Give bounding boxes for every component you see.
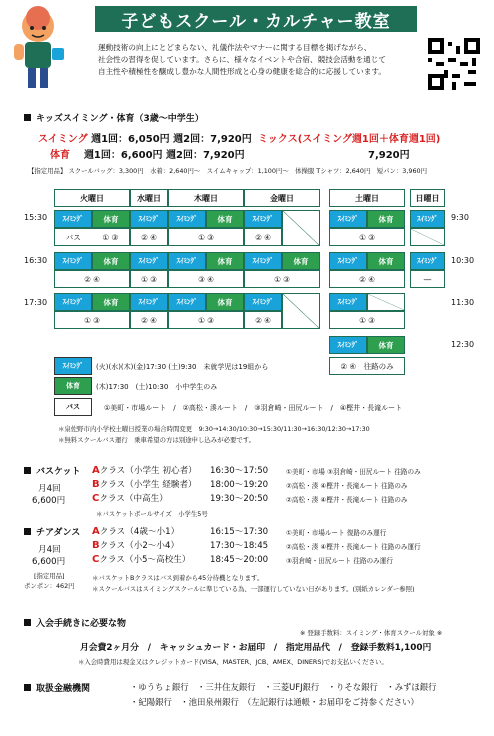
swim-slot[interactable]: ｽｲﾐﾝｸﾞ — [244, 252, 282, 270]
basket-route: ①美町・市場 ③羽倉崎・田尻ルート 往路のみ — [286, 468, 421, 476]
time-label: 11:30 — [451, 298, 475, 307]
cheer-time: 18:45～20:00 — [210, 555, 269, 565]
time-label: 16:30 — [24, 256, 48, 265]
banks-line2: ・紀陽銀行 ・池田泉州銀行 （左記銀行は通帳・お届印をご持参ください） — [130, 697, 419, 707]
schedule-grid — [54, 189, 445, 335]
bus-route-cell: ② ④ 往路のみ — [329, 357, 405, 375]
bus-route-cell: ① ③ — [130, 270, 168, 288]
basket-price: 6,600円 — [32, 496, 66, 506]
swim-slot[interactable]: ｽｲﾐﾝｸﾞ — [329, 336, 367, 354]
no-class-slot — [410, 228, 445, 246]
basket-time: 18:00～19:20 — [210, 480, 269, 490]
bus-route-cell: バス ① ③ — [54, 228, 130, 246]
basket-class-b: Bクラス（小学生 経験者） — [92, 479, 197, 490]
bus-route-cell: ① ③ — [168, 228, 244, 246]
cheer-time: 17:30～18:45 — [210, 541, 269, 551]
time-label: 15:30 — [24, 213, 48, 222]
bus-route-cell: ① ③ — [168, 311, 244, 329]
cheer-heading: チアダンス — [24, 525, 80, 538]
swim-slot[interactable]: ｽｲﾐﾝｸﾞ — [410, 210, 445, 228]
banks-line1: ・ゆうちょ銀行 ・三井住友銀行 ・三菱UFJ銀行 ・りそな銀行 ・みずほ銀行 — [130, 682, 437, 692]
day-header-sun: 日曜日 — [410, 189, 445, 207]
basket-class-a: Aクラス（小学生 初心者） — [92, 465, 197, 476]
tai-slot[interactable]: 体育 — [206, 210, 244, 228]
admission-heading: 入会手続きに必要な物 — [24, 616, 126, 629]
page-title: 子どもスクール・カルチャー教室 — [95, 6, 417, 32]
schedule-note: ＊無料スクールバス運行 乗車希望の方は別途申し込みが必要です。 — [58, 436, 256, 444]
swim-price-row: スイミング 週1回：6,050円 週2回：7,920円 — [38, 134, 252, 145]
day-header-fri: 金曜日 — [244, 189, 320, 207]
bus-route-cell: ① ③ — [54, 311, 130, 329]
no-class-slot — [282, 210, 320, 246]
cheer-route: ①美町・市場ルート 復路のみ運行 — [286, 529, 387, 537]
legend-bus-text: ①美町・市場ルート / ②高松・湊ルート / ③羽倉崎・田尻ルート / ④樫井・長滝ルート — [104, 404, 403, 412]
banks-heading: 取扱金融機関 — [24, 681, 90, 694]
basket-class-c: Cクラス（中高生） — [92, 493, 168, 504]
basket-route: ②高松・湊 ④樫井・長滝ルート 往路のみ — [286, 482, 408, 490]
cheer-price: 6,600円 — [32, 557, 66, 567]
schedule-note: ＊泉佐野市内小学校土曜日授業の場合時間変更 9:30→14:30/10:30→15:30/11:30→16:30/12:30→17:30 — [58, 425, 370, 433]
no-class-slot — [367, 293, 405, 311]
square-bullet-icon — [24, 467, 31, 474]
bus-route-cell: ② ④ — [244, 228, 282, 246]
day-header-wed: 水曜日 — [130, 189, 168, 207]
swim-slot[interactable]: ｽｲﾐﾝｸﾞ — [168, 210, 206, 228]
bus-route-cell: ③ ④ — [168, 270, 244, 288]
intro-text: 運動技術の向上にとどまらない、礼儀作法やマナーに関する目標を掲げながら、 社会性の習得を促しています。さらに、様々なイベントや合宿、競技会活動を通じて 自主性や積極性を醸成し豊かな人間性形成と心身の健康を総合的に応援しています。 — [98, 43, 386, 76]
day-header-sat: 土曜日 — [329, 189, 405, 207]
swim-slot[interactable]: ｽｲﾐﾝｸﾞ — [329, 210, 367, 228]
bus-route-cell: ② ④ — [244, 311, 282, 329]
legend-tai: 体育 — [54, 377, 92, 395]
kids-items: 【指定用品】 スクールバッグ：3,300円 水着：2,640円～ スイムキャップ：1,100円～ 体操服 Tシャツ：2,640円 短パン：3,960円 — [28, 167, 427, 175]
swim-slot[interactable]: ｽｲﾐﾝｸﾞ — [168, 252, 206, 270]
cheer-route: ③羽倉崎・田尻ルート 往路のみ運行 — [286, 557, 393, 565]
basket-route: ②高松・湊 ④樫井・長滝ルート 往路のみ — [286, 496, 408, 504]
swim-slot[interactable]: ｽｲﾐﾝｸﾞ — [244, 210, 282, 228]
no-class-slot — [282, 293, 320, 329]
swim-slot[interactable]: ｽｲﾐﾝｸﾞ — [244, 293, 282, 311]
swim-slot[interactable]: ｽｲﾐﾝｸﾞ — [54, 210, 92, 228]
swim-slot[interactable]: ｽｲﾐﾝｸﾞ — [329, 293, 367, 311]
admission-items: 月会費2ヶ月分 / キャッシュカード・お届印 / 指定用品代 / 登録手数料1,100円 — [80, 643, 432, 653]
mix-label: ミックス(スイミング週1回＋体育週1回) — [258, 134, 441, 145]
legend-swim: ｽｲﾐﾝｸﾞ — [54, 357, 92, 375]
legend-swim-text: (火)(水)(木)(金)17:30 (土)9:30 未就学児は19組から — [96, 363, 269, 371]
basket-note: ＊バスケットボールサイズ 小学生5号 — [96, 510, 208, 518]
admission-note: ＊入会時費用は現金又はクレジットカード(VISA、MASTER、JCB、AMEX、DINERS)でお支払いください。 — [78, 658, 388, 666]
mix-price: 7,920円 — [368, 150, 410, 161]
kids-heading: キッズスイミング・体育（3歳～中学生） — [24, 111, 204, 124]
legend-bus: バス — [54, 398, 92, 416]
cheer-class-a: Aクラス（4歳～小1） — [92, 526, 180, 537]
swim-slot[interactable]: ｽｲﾐﾝｸﾞ — [130, 210, 168, 228]
swim-slot[interactable]: ｽｲﾐﾝｸﾞ — [329, 252, 367, 270]
tai-slot[interactable]: 体育 — [367, 210, 405, 228]
swim-slot[interactable]: ｽｲﾐﾝｸﾞ — [54, 293, 92, 311]
cheer-items-value: ポンポン：462円 — [24, 582, 75, 590]
tai-slot[interactable]: 体育 — [367, 336, 405, 354]
legend-tai-text: (木)17:30 (土)10:30 小中学生のみ — [96, 383, 218, 391]
time-label: 12:30 — [451, 340, 475, 349]
day-header-thu: 木曜日 — [168, 189, 244, 207]
square-bullet-icon — [24, 114, 31, 121]
cheer-time: 16:15～17:30 — [210, 527, 269, 537]
basket-time: 16:30～17:50 — [210, 466, 269, 476]
tai-slot[interactable]: 体育 — [206, 252, 244, 270]
square-bullet-icon — [24, 619, 31, 626]
square-bullet-icon — [24, 528, 31, 535]
cheer-freq: 月4回 — [38, 545, 61, 555]
tai-slot[interactable]: 体育 — [92, 293, 130, 311]
cheer-class-b: Bクラス（小2～小4） — [92, 540, 180, 551]
bus-route-cell: ② ④ — [54, 270, 130, 288]
time-label: 9:30 — [451, 213, 469, 222]
cheer-items-label: [指定用品] — [34, 572, 65, 580]
swim-slot[interactable]: ｽｲﾐﾝｸﾞ — [54, 252, 92, 270]
mascot-illustration — [8, 4, 68, 94]
swim-slot[interactable]: ｽｲﾐﾝｸﾞ — [130, 293, 168, 311]
bus-route-cell: ① ③ — [244, 270, 320, 288]
swim-slot[interactable]: ｽｲﾐﾝｸﾞ — [130, 252, 168, 270]
tai-slot[interactable]: 体育 — [92, 252, 130, 270]
bus-route-cell: ① ③ — [329, 311, 405, 329]
admission-note-right: ※ 登録手数料：スイミング・体育スクール対象 ※ — [300, 629, 443, 637]
cheer-route: ②高松・湊 ④樫井・長滝ルート 往路のみ運行 — [286, 543, 421, 551]
bus-route-cell: ― — [410, 270, 445, 288]
bus-route-cell: ② ④ — [130, 228, 168, 246]
tai-slot[interactable]: 体育 — [206, 293, 244, 311]
qr-code[interactable] — [428, 38, 480, 90]
basket-heading: バスケット — [24, 464, 81, 477]
tai-slot[interactable]: 体育 — [282, 252, 320, 270]
cheer-note: ＊バスケットBクラスはバス到着から45分待機となります。 — [92, 574, 264, 582]
basket-time: 19:30～20:50 — [210, 494, 269, 504]
swim-slot[interactable]: ｽｲﾐﾝｸﾞ — [410, 252, 445, 270]
tai-price-row: 体育 週1回：6,600円 週2回：7,920円 — [50, 150, 245, 161]
bus-route-cell: ① ③ — [329, 228, 405, 246]
cheer-note: ＊スクールバスはスイミングスクールに準じている為、一部運行していない日があります。(別紙カレンダー参照) — [92, 585, 415, 593]
bus-route-cell: ② ④ — [130, 311, 168, 329]
cheer-class-c: Cクラス（小5～高校生） — [92, 554, 191, 565]
square-bullet-icon — [24, 684, 31, 691]
swim-slot[interactable]: ｽｲﾐﾝｸﾞ — [168, 293, 206, 311]
day-header-tue: 火曜日 — [54, 189, 130, 207]
tai-slot[interactable]: 体育 — [367, 252, 405, 270]
time-label: 10:30 — [451, 256, 475, 265]
time-label: 17:30 — [24, 298, 48, 307]
basket-freq: 月4回 — [38, 484, 61, 494]
tai-slot[interactable]: 体育 — [92, 210, 130, 228]
bus-route-cell: ② ④ — [329, 270, 405, 288]
